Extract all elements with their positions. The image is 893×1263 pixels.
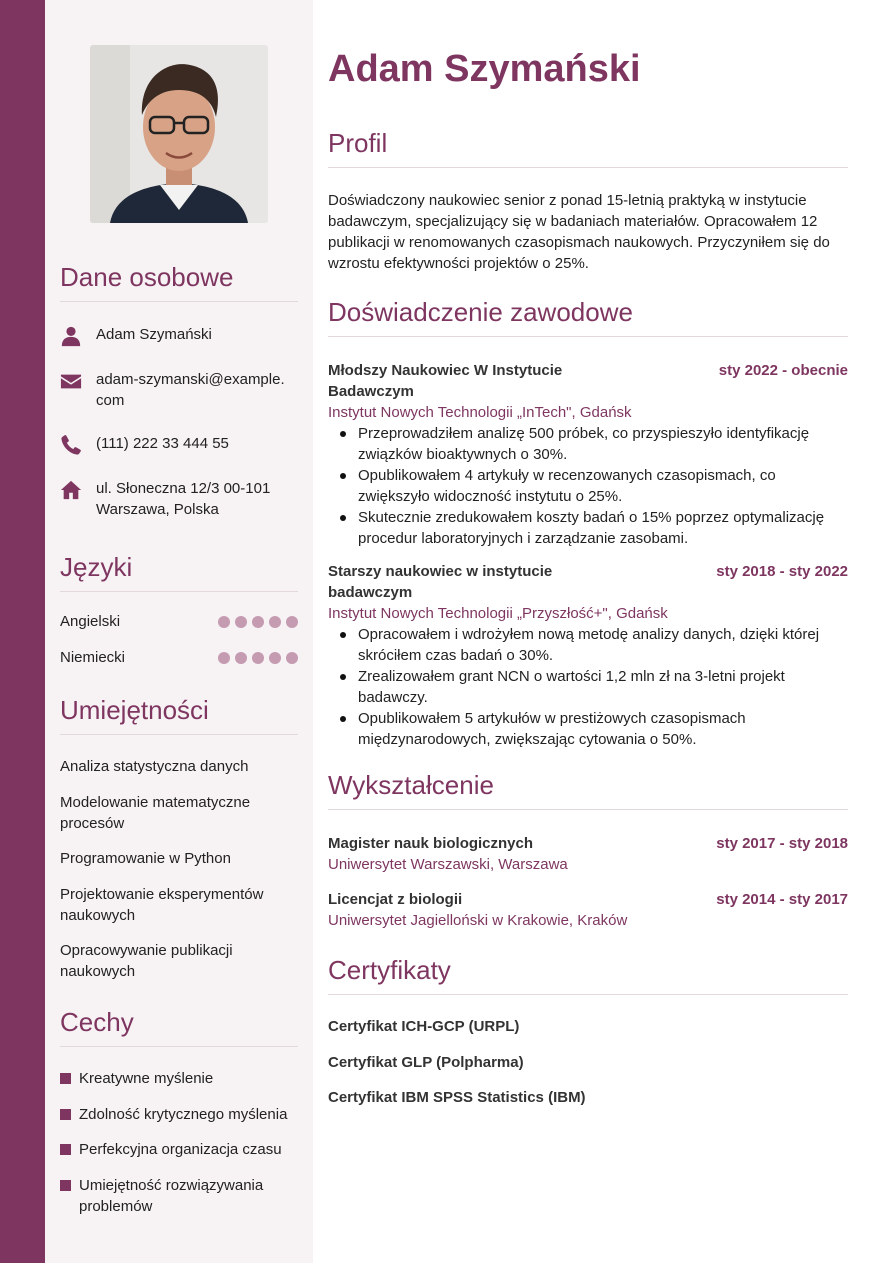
education-date: sty 2014 - sty 2017 bbox=[716, 891, 848, 908]
job-bullet: Przeprowadziłem analizę 500 próbek, co przyspieszyło identyfikację związków bioaktywnych o 30%. bbox=[358, 423, 848, 465]
trait-item: Kreatywne myślenie bbox=[60, 1068, 298, 1089]
skill-item: Opracowywanie publikacji naukowych bbox=[60, 942, 233, 980]
job-bullet: Skutecznie zredukowałem koszty badań o 15% poprzez optymalizację procedur laboratoryjnych i zarządzanie zasobami. bbox=[358, 507, 848, 549]
certificates-heading: Certyfikaty bbox=[328, 955, 848, 995]
certificate-item: Certyfikat ICH-GCP (URPL) bbox=[328, 1018, 520, 1035]
education-org: Uniwersytet Jagielloński w Krakowie, Kraków bbox=[328, 912, 628, 929]
trait-item: Umiejętność rozwiązywania problemów bbox=[60, 1175, 298, 1217]
language-row bbox=[60, 613, 298, 630]
education-entry bbox=[328, 833, 848, 875]
profile-photo bbox=[90, 45, 268, 223]
language-name: Niemiecki bbox=[60, 649, 126, 666]
language-name: Angielski bbox=[60, 613, 121, 630]
personal-phone[interactable]: (111) 222 33 444 55 bbox=[96, 435, 229, 452]
skill-item: Projektowanie eksperymentów naukowych bbox=[60, 886, 264, 924]
profile-heading: Profil bbox=[328, 128, 848, 168]
job-bullets bbox=[328, 423, 848, 549]
skill-item: Programowanie w Python bbox=[60, 850, 231, 867]
personal-heading: Dane osobowe bbox=[60, 262, 298, 302]
job-bullet: Zrealizowałem grant NCN o wartości 1,2 mln zł na 3-letni projekt badawczy. bbox=[358, 666, 848, 708]
experience-heading: Doświadczenie zawodowe bbox=[328, 297, 848, 337]
trait-item: Perfekcyjna organizacja czasu bbox=[60, 1139, 298, 1160]
personal-name: Adam Szymański bbox=[96, 326, 212, 343]
person-icon bbox=[60, 324, 96, 348]
languages-heading: Języki bbox=[60, 552, 298, 592]
personal-name-row bbox=[60, 324, 298, 348]
education-org: Uniwersytet Warszawski, Warszawa bbox=[328, 856, 568, 873]
job-title: Młodszy Naukowiec W Instytucie Badawczym bbox=[328, 362, 563, 400]
full-name: Adam Szymański bbox=[328, 48, 641, 90]
skill-item: Modelowanie matematyczne procesów bbox=[60, 794, 251, 832]
education-title: Licencjat z biologii bbox=[328, 891, 463, 908]
certificate-item: Certyfikat GLP (Polpharma) bbox=[328, 1054, 524, 1071]
personal-address-row bbox=[60, 478, 298, 520]
personal-phone-row bbox=[60, 433, 298, 457]
job-entry bbox=[328, 360, 848, 549]
skills-heading: Umiejętności bbox=[60, 695, 298, 735]
education-heading: Wykształcenie bbox=[328, 770, 848, 810]
job-date: sty 2018 - sty 2022 bbox=[716, 563, 848, 580]
phone-icon bbox=[60, 433, 96, 457]
envelope-icon bbox=[60, 369, 96, 393]
job-bullets bbox=[328, 624, 848, 750]
job-date: sty 2022 - obecnie bbox=[718, 362, 848, 379]
trait-item: Zdolność krytycznego myślenia bbox=[60, 1104, 298, 1125]
personal-email[interactable]: adam-szymanski@example. com bbox=[96, 371, 285, 409]
job-bullet: Opracowałem i wdrożyłem nową metodę analizy danych, dzięki której skróciłem czas badań o 30%. bbox=[358, 624, 848, 666]
home-icon bbox=[60, 478, 96, 502]
certificate-item: Certyfikat IBM SPSS Statistics (IBM) bbox=[328, 1089, 586, 1106]
accent-stripe bbox=[0, 0, 45, 1263]
skill-item: Analiza statystyczna danych bbox=[60, 758, 249, 775]
job-bullet: Opublikowałem 5 artykułów w prestiżowych czasopismach międzynarodowych, zwiększając cytowania o 50%. bbox=[358, 708, 848, 750]
language-level bbox=[218, 652, 298, 664]
personal-email-row bbox=[60, 369, 298, 411]
personal-address: ul. Słoneczna 12/3 00-101 Warszawa, Polska bbox=[96, 480, 271, 518]
job-entry bbox=[328, 561, 848, 750]
job-org: Instytut Nowych Technologii „InTech", Gdańsk bbox=[328, 404, 632, 421]
education-date: sty 2017 - sty 2018 bbox=[716, 835, 848, 852]
language-row bbox=[60, 649, 298, 666]
language-level bbox=[218, 616, 298, 628]
traits-heading: Cechy bbox=[60, 1007, 298, 1047]
job-title: Starszy naukowiec w instytucie badawczym bbox=[328, 563, 553, 601]
job-bullet: Opublikowałem 4 artykuły w recenzowanych czasopismach, co zwiększyło widoczność instytutu o 25%. bbox=[358, 465, 848, 507]
job-org: Instytut Nowych Technologii „Przyszłość+", Gdańsk bbox=[328, 605, 668, 622]
profile-text: Doświadczony naukowiec senior z ponad 15-letnią praktyką w instytucie badawczym, specjalizujący się w badaniach materiałów. Opracowałem 12 publikacji w renomowanych czasopismach naukowych. Przyczyniłem się do wzrostu efektywności projektów o 25%. bbox=[328, 192, 830, 272]
education-title: Magister nauk biologicznych bbox=[328, 835, 534, 852]
education-entry bbox=[328, 889, 848, 931]
